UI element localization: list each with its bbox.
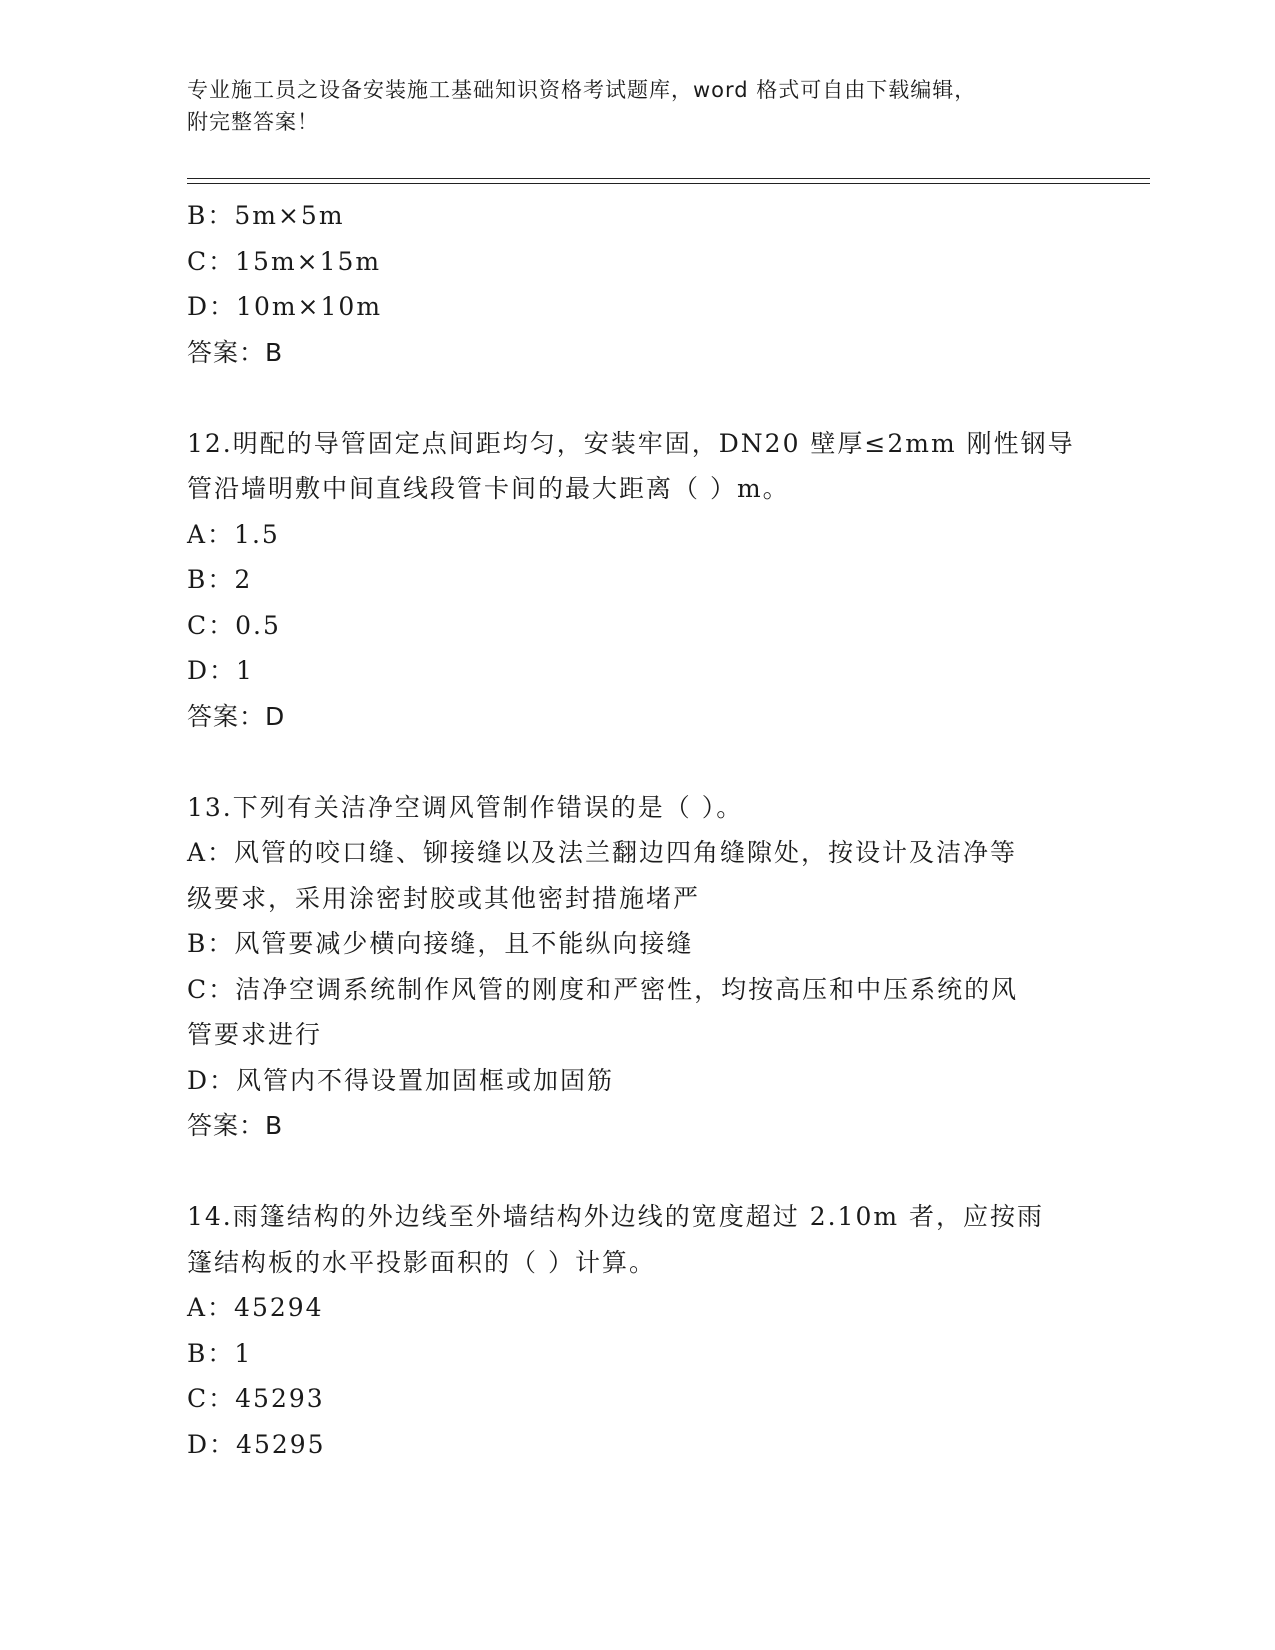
answer: 答案：B xyxy=(187,337,284,367)
question-stem-line: 篷结构板的水平投影面积的（ ）计算。 xyxy=(187,1247,656,1277)
question-list xyxy=(187,193,1087,1467)
option-a: A：1.5 xyxy=(187,519,280,549)
header-divider-top xyxy=(187,178,1150,179)
question-12 xyxy=(187,421,1087,740)
answer: 答案：B xyxy=(187,1111,284,1140)
option-a: A：45294 xyxy=(187,1293,324,1322)
header-line-1: 专业施工员之设备安装施工基础知识资格考试题库，word 格式可自由下载编辑， xyxy=(187,78,977,102)
question-14 xyxy=(187,1194,1087,1467)
spacer xyxy=(187,739,1087,785)
option-d: D：45295 xyxy=(187,1429,326,1459)
option-c-continued: 管要求进行 xyxy=(187,1020,323,1049)
option-b: B：风管要减少横向接缝，且不能纵向接缝 xyxy=(187,929,694,958)
option-c: C：0.5 xyxy=(187,610,281,640)
option-a: A：风管的咬口缝、铆接缝以及法兰翻边四角缝隙处，按设计及洁净等 xyxy=(187,838,1018,867)
option-b: B：5m×5m xyxy=(187,201,345,230)
question-11-tail xyxy=(187,193,1087,375)
option-d: D：风管内不得设置加固框或加固筋 xyxy=(187,1065,615,1095)
question-13 xyxy=(187,785,1087,1149)
spacer xyxy=(187,375,1087,421)
question-stem-line: 14.雨篷结构的外边线至外墙结构外边线的宽度超过 2.10m 者，应按雨 xyxy=(187,1202,1045,1231)
header-divider-bottom xyxy=(187,183,1150,184)
question-stem-line: 12.明配的导管固定点间距均匀，安装牢固，DN20 壁厚≤2mm 刚性钢导 xyxy=(187,428,1075,458)
question-stem-line: 13.下列有关洁净空调风管制作错误的是（ ）。 xyxy=(187,792,744,822)
option-c: C：15m×15m xyxy=(187,246,382,276)
option-c: C：45293 xyxy=(187,1384,325,1413)
document-header xyxy=(187,74,1087,138)
question-stem-line: 管沿墙明敷中间直线段管卡间的最大距离（ ）m。 xyxy=(187,474,790,503)
option-d: D：1 xyxy=(187,656,254,685)
option-a-continued: 级要求，采用涂密封胶或其他密封措施堵严 xyxy=(187,883,701,913)
header-line-2: 附完整答案！ xyxy=(187,110,319,134)
answer: 答案：D xyxy=(187,701,286,731)
option-d: D：10m×10m xyxy=(187,292,383,321)
option-b: B：2 xyxy=(187,565,253,594)
spacer xyxy=(187,1149,1087,1195)
option-b: B：1 xyxy=(187,1338,253,1368)
option-c: C：洁净空调系统制作风管的刚度和严密性，均按高压和中压系统的风 xyxy=(187,974,1019,1004)
